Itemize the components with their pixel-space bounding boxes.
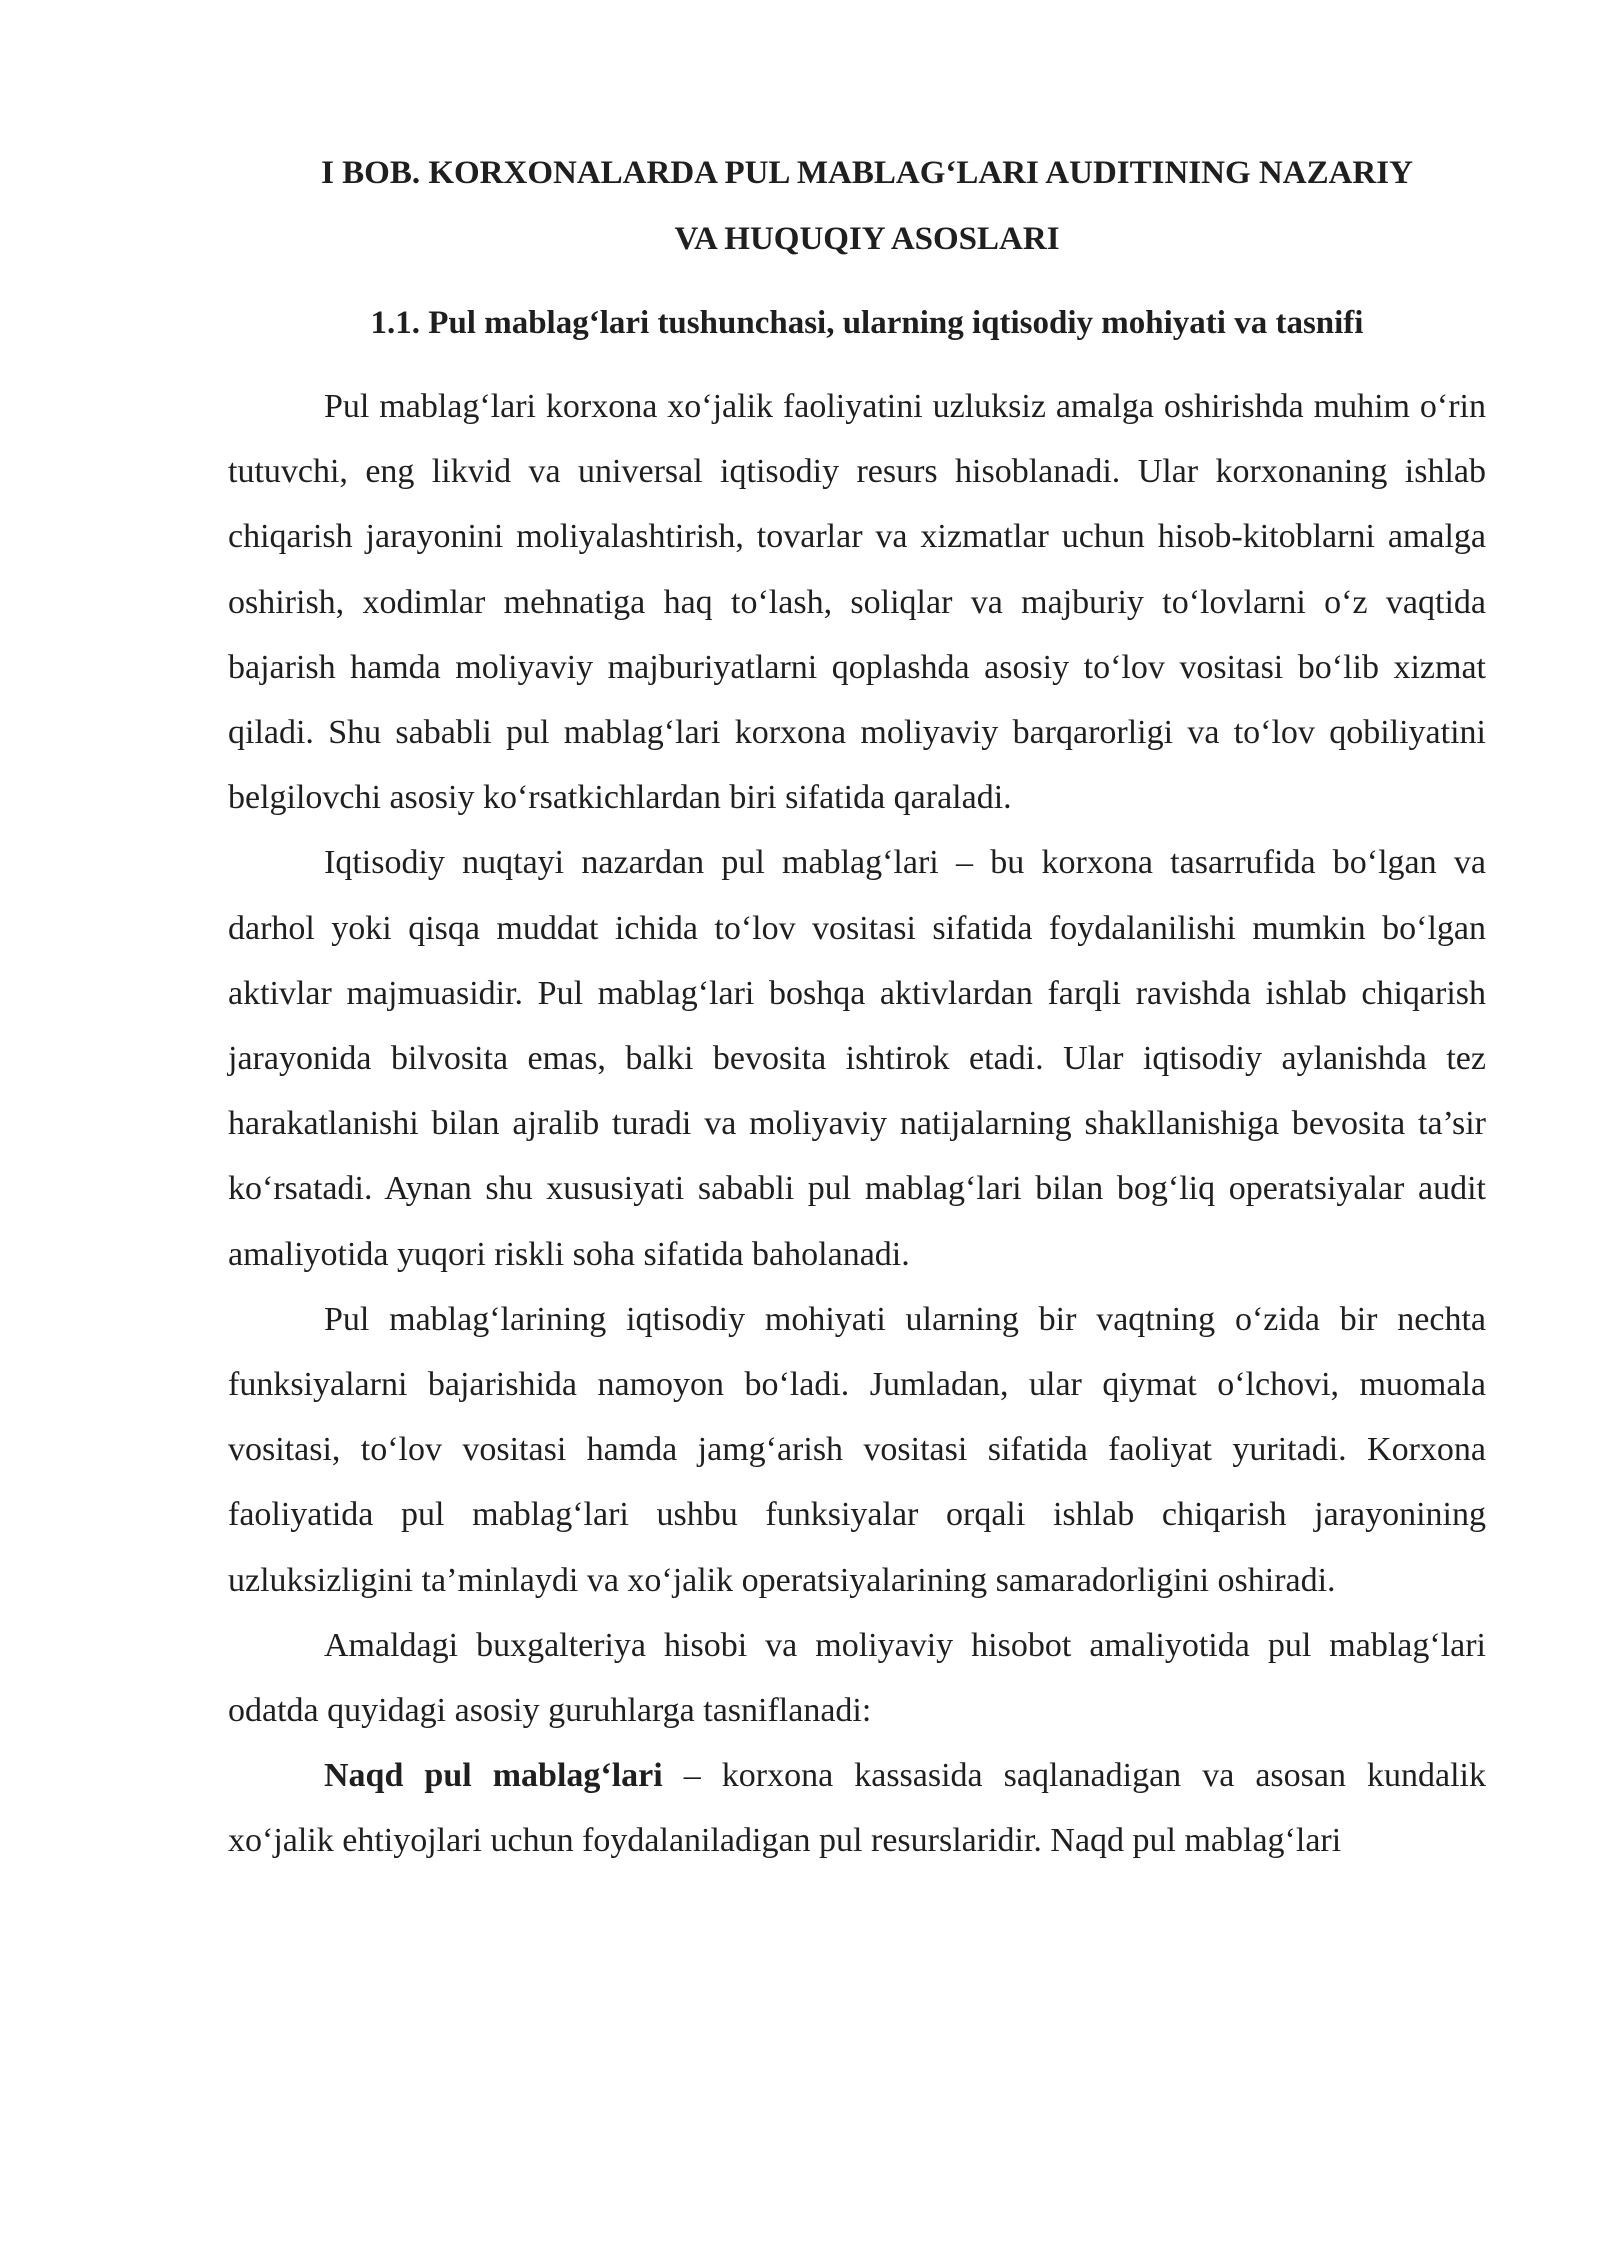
paragraph-3: Pul mablag‘larining iqtisodiy mohiyati ularning bir vaqtning o‘zida bir nechta funksiyalarni bajarishida namoyon bo‘ladi. Jumladan, ular qiymat o‘lchovi, muomala vositasi, to‘lov vositasi hamda jamg‘arish vositasi sifatida faoliyat yuritadi. Korxona faoliyatida pul mablag‘lari ushbu funksiyalar orqali ishlab chiqarish jarayonining uzluksizligini ta’minlaydi va xo‘jalik operatsiyalarining samaradorligini oshiradi. xyxy=(228,1300,1486,1599)
section-title: 1.1. Pul mablag‘lari tushunchasi, ularning iqtisodiy mohiyati va tasnifi xyxy=(370,305,1364,341)
chapter-title-line-1: I BOB. KORXONALARDA PUL MABLAG‘LARI AUDITINING NAZARIY xyxy=(321,155,1413,191)
paragraph-4: Amaldagi buxgalteriya hisobi va moliyaviy hisobot amaliyotida pul mablag‘lari odatda quyidagi asosiy guruhlarga tasniflanadi: xyxy=(228,1626,1486,1730)
paragraph-2: Iqtisodiy nuqtayi nazardan pul mablag‘lari – bu korxona tasarrufida bo‘lgan va darhol yoki qisqa muddat ichida to‘lov vositasi sifatida foydalanilishi mumkin bo‘lgan aktivlar majmuasidir. Pul mablag‘lari boshqa aktivlardan farqli ravishda ishlab chiqarish jarayonida bilvosita emas, balki bevosita ishtirok etadi. Ular iqtisodiy aylanishda tez harakatlanishi bilan ajralib turadi va moliyaviy natijalarning shakllanishiga bevosita ta’sir ko‘rsatadi. Aynan shu xususiyati sababli pul mablag‘lari bilan bog‘liq operatsiyalar audit amaliyotida yuqori riskli soha sifatida baholanadi. xyxy=(228,844,1486,1273)
classification-text: – korxona kassasida saqlanadigan va asosan kundalik xo‘jalik ehtiyojlari uchun foydalaniladigan pul resurslaridir. Naqd pul mablag‘lari xyxy=(228,1757,1486,1860)
body-text xyxy=(228,374,1486,1874)
paragraph-1: Pul mablag‘lari korxona xo‘jalik faoliyatini uzluksiz amalga oshirishda muhim o‘rin tutuvchi, eng likvid va universal iqtisodiy resurs hisoblanadi. Ular korxonaning ishlab chiqarish jarayonini moliyalashtirish, tovarlar va xizmatlar uchun hisob-kitoblarni amalga oshirish, xodimlar mehnatiga haq to‘lash, soliqlar va majburiy to‘lovlarni o‘z vaqtida bajarish hamda moliyaviy majburiyatlarni qoplashda asosiy to‘lov vositasi bo‘lib xizmat qiladi. Shu sababli pul mablag‘lari korxona moliyaviy barqarorligi va to‘lov qobiliyatini belgilovchi asosiy ko‘rsatkichlardan biri sifatida qaraladi. xyxy=(228,388,1486,817)
paragraph-5 xyxy=(228,1743,1486,1873)
classification-term: Naqd pul mablag‘lari xyxy=(324,1757,663,1795)
chapter-title-line-2: VA HUQUQIY ASOSLARI xyxy=(674,221,1060,257)
chapter-title xyxy=(228,140,1486,272)
document-page xyxy=(228,140,1486,1874)
